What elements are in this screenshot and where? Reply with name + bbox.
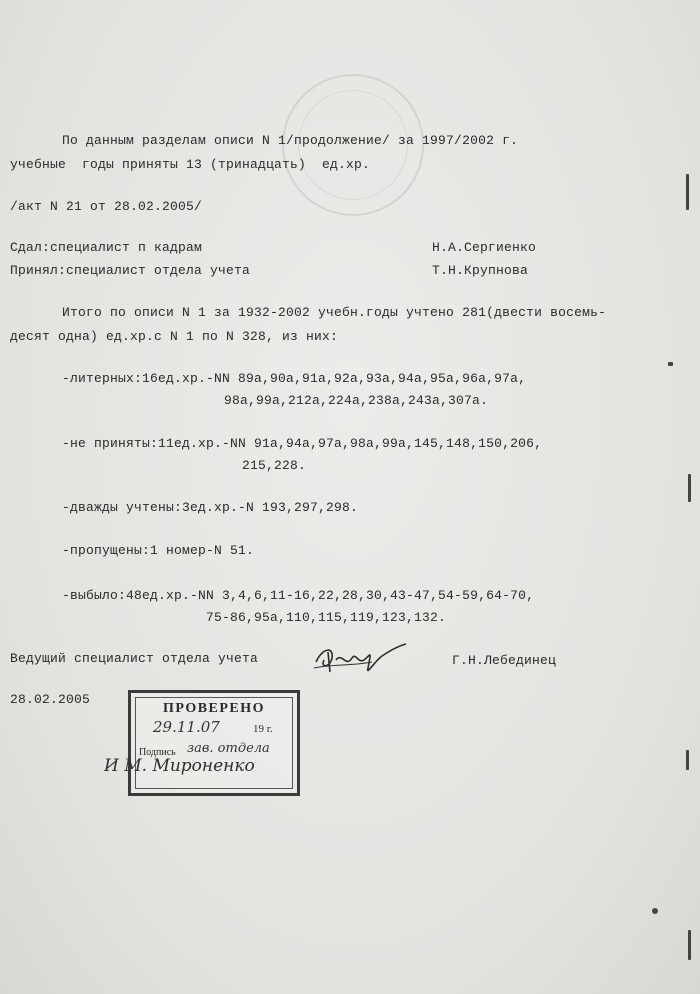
removed-line-2: 75-86,95а,110,115,119,123,132. [206,610,447,625]
signoff-name: Г.Н.Лебединец [452,653,557,668]
edge-mark [688,474,691,502]
summary-line-2: десят одна) ед.хр.с N 1 по N 328, из них: [10,329,339,344]
received-label: Принял:специалист отдела учета [10,263,251,278]
signoff-position: Ведущий специалист отдела учета [10,651,259,666]
stamp-position: зав. отдела [187,741,270,756]
literal-line-2: 98а,99а,212а,224а,238а,243а,307а. [224,393,489,408]
edge-mark [668,362,673,366]
header-line-2: учебные годы приняты 13 (тринадцать) ед.хр. [10,157,371,172]
handwritten-signature [312,638,412,680]
not-accepted-line-2: 215,228. [242,458,307,473]
edge-mark [686,750,689,770]
gave-label: Сдал:специалист п кадрам [10,240,203,255]
stamp-title: ПРОВЕРЕНО [162,701,266,716]
not-accepted-line-1: -не приняты:11ед.хр.-NN 91а,94а,97а,98а,99а,145,148,150,206, [62,436,543,451]
removed-line-1: -выбыло:48ед.хр.-NN 3,4,6,11-16,22,28,30,43-47,54-59,64-70, [62,588,535,603]
double-counted-line: -дважды учтены:3ед.хр.-N 193,297,298. [62,500,359,515]
gave-name: Н.А.Сергиенко [432,240,537,255]
edge-mark [688,930,691,960]
edge-mark [686,174,689,210]
stamp-year: 19 г. [253,723,273,735]
signoff-date: 28.02.2005 [10,692,91,707]
edge-mark [652,908,658,914]
received-name: Т.Н.Крупнова [432,263,529,278]
header-line-1: По данным разделам описи N 1/продолжение/ за 1997/2002 г. [62,133,519,148]
verified-stamp [128,690,300,796]
stamp-sign-label: Подпись [139,747,176,758]
stamp-handwritten-name: И М. Мироненко [104,756,255,776]
act-reference: /акт N 21 от 28.02.2005/ [10,199,203,214]
skipped-line: -пропущены:1 номер-N 51. [62,543,255,558]
stamp-date: 29.11.07 [153,718,220,736]
summary-line-1: Итого по описи N 1 за 1932-2002 учебн.годы учтено 281(двести восемь- [62,305,607,320]
literal-line-1: -литерных:16ед.хр.-NN 89а,90а,91а,92а,93а,94а,95а,96а,97а, [62,371,527,386]
